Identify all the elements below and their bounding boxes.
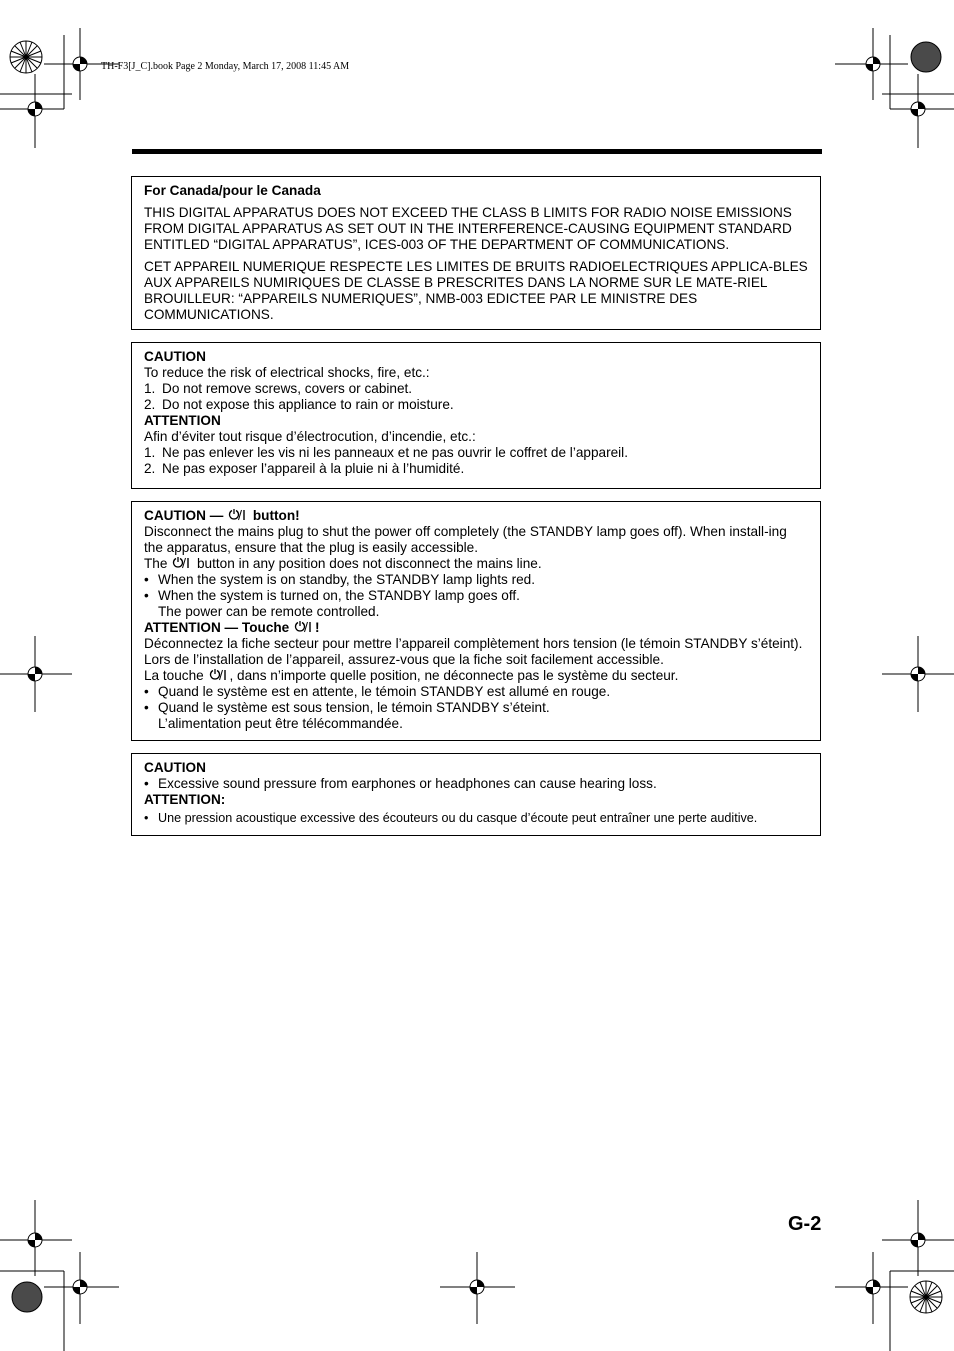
attention-power-line: La touche , dans n’importe quelle position, ne déconnecte pas le système du secteur. — [144, 668, 679, 683]
list-item: • Quand le système est en attente, le témoin STANDBY est allumé en rouge. — [144, 684, 611, 699]
canada-heading: For Canada/pour le Canada — [144, 183, 321, 198]
caution-sound-bullets — [144, 776, 808, 792]
list-item: • Excessive sound pressure from earphones or headphones can cause hearing loss. — [144, 776, 657, 791]
top-rule — [132, 149, 822, 154]
caution-power-line: The button in any position does not disconnect the mains line. — [144, 556, 542, 571]
list-item: • When the system is on standby, the STANDBY lamp lights red. — [144, 572, 536, 587]
attention-intro: Afin d’éviter tout risque d’électrocution, d’incendie, etc.: — [144, 429, 476, 444]
attention-power-bullets — [144, 684, 808, 732]
list-item: 1. Ne pas enlever les vis ni les panneaux et ne pas ouvrir le coffret de l’appareil. — [144, 445, 628, 460]
attention-power-text: Déconnectez la fiche secteur pour mettre l’appareil complètement hors tension (le témoin STANDBY s’éteint). Lors de l’installation de l’appareil, assurez-vous que la fiche soit facilement accessible. — [144, 636, 803, 667]
caution-sound-heading: CAUTION — [144, 760, 206, 775]
caution-shock-box — [131, 342, 821, 489]
attention-list — [144, 445, 808, 477]
list-item: 1. Do not remove screws, covers or cabinet. — [144, 381, 413, 396]
canada-notice-box — [131, 176, 821, 330]
attention-power-heading: ATTENTION — Touche ! — [144, 620, 320, 635]
attention-sound-bullets — [144, 810, 808, 826]
standby-power-icon — [228, 509, 248, 521]
list-item: • Quand le système est sous tension, le témoin STANDBY s’éteint. L’alimentation peut être télécommandée. — [144, 700, 550, 731]
caution-power-box — [131, 501, 821, 741]
standby-power-icon — [172, 557, 192, 569]
standby-power-icon — [294, 621, 314, 633]
caution-power-text: Disconnect the mains plug to shut the power off completely (the STANDBY lamp goes off). When install-ing the apparatus, ensure that the plug is easily accessible. — [144, 524, 787, 555]
page-number: G-2 — [788, 1213, 822, 1235]
list-item: • Une pression acoustique excessive des écouteurs ou du casque d’écoute peut entraîner une perte auditive. — [144, 811, 758, 825]
caution-heading: CAUTION — [144, 349, 206, 364]
list-item: 2. Do not expose this appliance to rain or moisture. — [144, 397, 454, 412]
caution-power-heading: CAUTION — button! — [144, 508, 300, 523]
caution-intro: To reduce the risk of electrical shocks, fire, etc.: — [144, 365, 430, 380]
book-header-line: TH-F3[J_C].book Page 2 Monday, March 17, 2008 11:45 AM — [101, 61, 350, 72]
list-item: 2. Ne pas exposer l’appareil à la pluie ni à l’humidité. — [144, 461, 465, 476]
list-item: • When the system is turned on, the STANDBY lamp goes off. The power can be remote controlled. — [144, 588, 520, 619]
caution-sound-box — [131, 753, 821, 836]
canada-english-text: THIS DIGITAL APPARATUS DOES NOT EXCEED THE CLASS B LIMITS FOR RADIO NOISE EMISSIONS FROM DIGITAL APPARATUS AS SET OUT IN THE INTERFERENCE-CAUSING EQUIPMENT STANDARD ENTITLED “DIGITAL APPARATUS”, ICES-003 OF THE DEPARTMENT OF COMMUNICATIONS. — [144, 205, 792, 252]
attention-sound-heading: ATTENTION: — [144, 792, 226, 807]
caution-power-bullets — [144, 572, 808, 620]
caution-list — [144, 381, 808, 413]
attention-heading: ATTENTION — [144, 413, 221, 428]
canada-french-text: CET APPAREIL NUMERIQUE RESPECTE LES LIMITES DE BRUITS RADIOELECTRIQUES APPLICA-BLES AUX APPAREILS NUMIRIQUES DE CLASSE B PRESCRITES DANS LA NORME SUR LE MATE-RIEL BROUILLEUR: “APPAREILS NUMERIQUES”, NMB-003 EDICTEE PAR LE MINISTRE DES COMMUNICATIONS. — [144, 259, 808, 322]
standby-power-icon — [209, 669, 229, 681]
